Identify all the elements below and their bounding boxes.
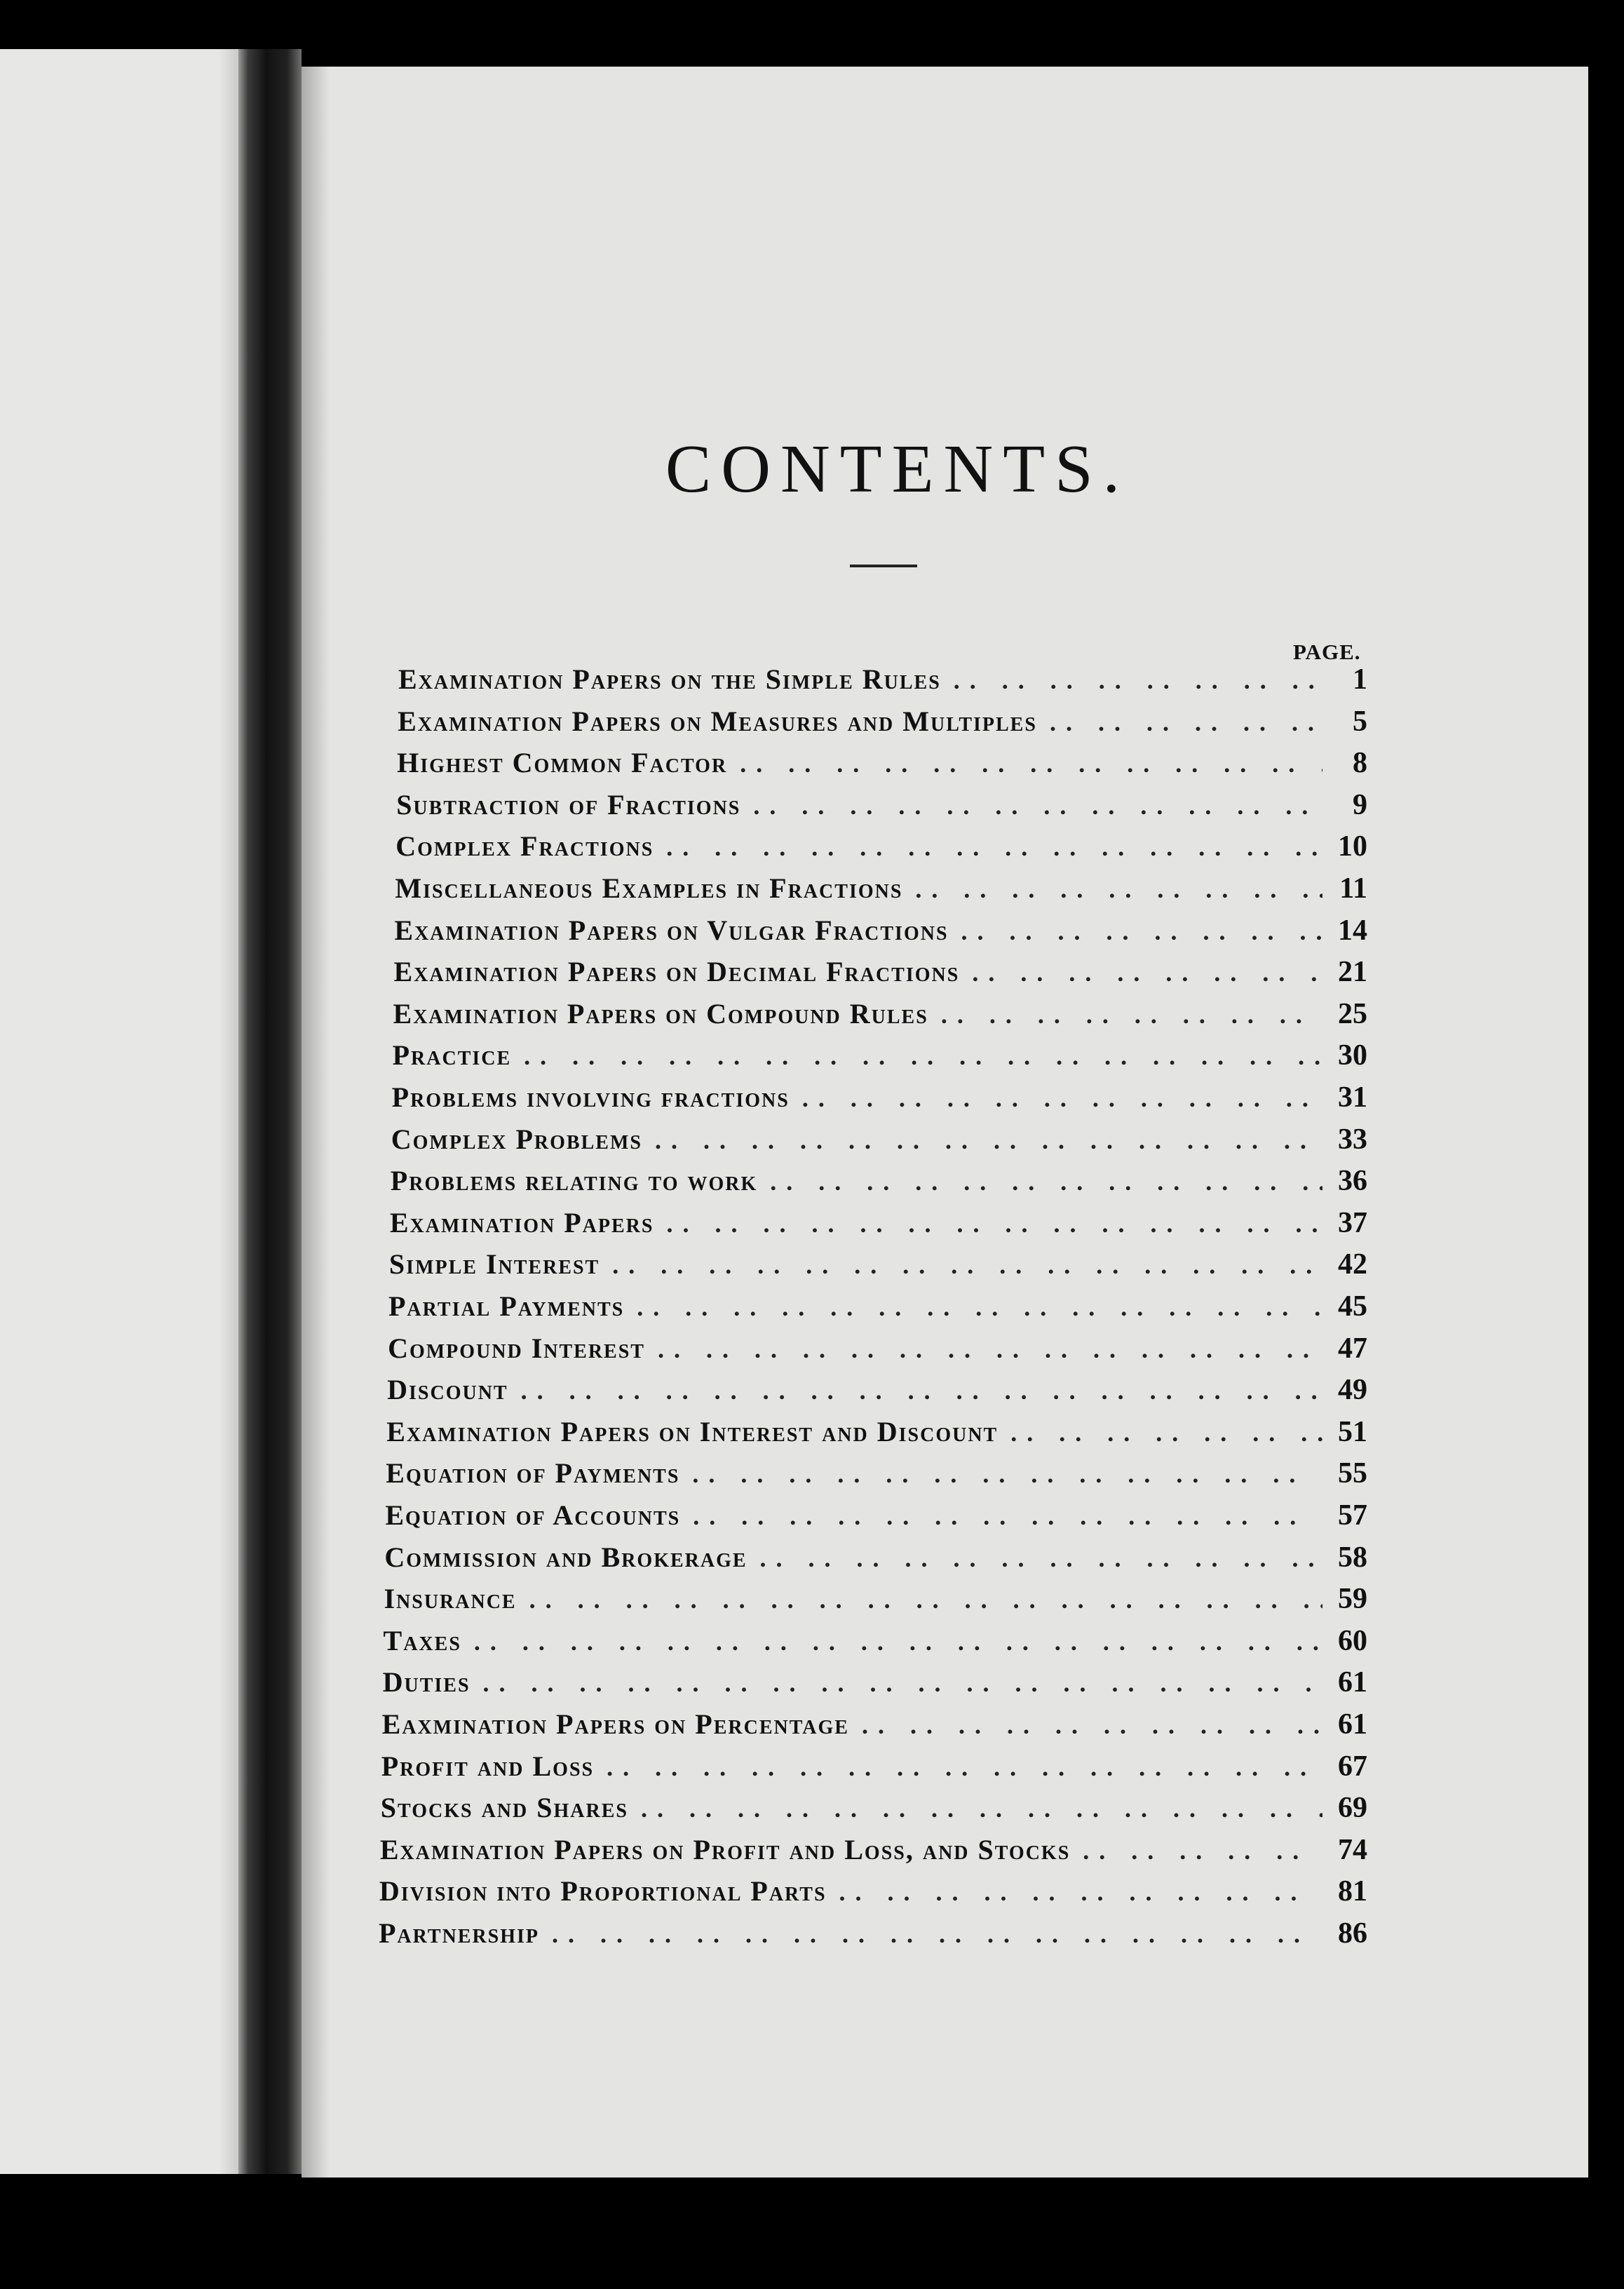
toc-entry-label: Commission and Brokerage	[384, 1541, 747, 1573]
toc-entry-page-number: 74	[1337, 1833, 1367, 1866]
toc-entry-label: Examination Papers on Interest and Discount	[386, 1415, 999, 1447]
toc-entry-page-number: 86	[1338, 1917, 1367, 1950]
toc-entry	[388, 1332, 1367, 1367]
toc-entry	[381, 1791, 1367, 1826]
toc-entry-page-number: 69	[1337, 1792, 1367, 1825]
toc-entry-label: Examination Papers	[389, 1206, 654, 1238]
toc-entry-label: Equation of Payments	[386, 1457, 680, 1490]
toc-entry	[379, 1917, 1367, 1952]
dot-leader	[628, 1794, 1322, 1823]
dot-leader	[727, 749, 1322, 778]
toc-entry	[384, 1541, 1367, 1576]
toc-entry	[383, 1666, 1367, 1701]
dot-leader	[642, 1126, 1322, 1155]
toc-entry-page-number: 37	[1337, 1206, 1367, 1239]
dot-leader	[679, 1459, 1322, 1489]
dot-leader	[1070, 1836, 1322, 1865]
toc-entry-label: Profit and Loss	[381, 1750, 595, 1782]
toc-entry-label: Insurance	[384, 1583, 517, 1615]
toc-entry-page-number: 21	[1337, 956, 1367, 989]
dot-leader	[624, 1292, 1322, 1322]
toc-entry-label: Equation of Accounts	[385, 1499, 681, 1531]
dot-leader	[757, 1167, 1322, 1196]
toc-entry-page-number: 1	[1353, 663, 1367, 696]
toc-entry-label: Division into Proportional Parts	[379, 1875, 827, 1908]
dot-leader	[539, 1919, 1322, 1949]
toc-entry	[388, 1290, 1367, 1325]
toc-entry	[389, 1248, 1367, 1283]
dot-leader	[594, 1753, 1322, 1782]
toc-entry-label: Eaxmination Papers on Percentage	[381, 1708, 849, 1740]
dot-leader	[1037, 708, 1322, 737]
toc-entry-label: Discount	[387, 1374, 508, 1406]
toc-entry	[387, 1373, 1367, 1408]
toc-entry-label: Problems relating to work	[390, 1165, 758, 1197]
page-column-heading: PAGE.	[1293, 640, 1361, 664]
dot-leader	[600, 1250, 1322, 1280]
toc-entry-page-number: 30	[1337, 1039, 1367, 1072]
toc-entry-page-number: 57	[1337, 1499, 1367, 1532]
dot-leader	[827, 1877, 1322, 1907]
toc-entry-page-number: 36	[1337, 1165, 1367, 1198]
page-title: CONTENTS.	[665, 431, 1130, 507]
toc-entry-label: Examination Papers on Measures and Multiples	[398, 705, 1037, 737]
toc-entry-label: Simple Interest	[388, 1248, 600, 1281]
toc-entry-page-number: 9	[1352, 788, 1367, 821]
toc-entry-page-number: 5	[1352, 705, 1367, 738]
dot-leader	[680, 1501, 1322, 1531]
toc-entry	[397, 746, 1367, 781]
toc-entry	[395, 872, 1367, 907]
toc-entry-label: Examination Papers on Profit and Loss, and Stocks	[379, 1833, 1071, 1865]
toc-entry-label: Stocks and Shares	[380, 1792, 628, 1824]
toc-entry-label: Partial Payments	[388, 1290, 625, 1322]
toc-entry-page-number: 14	[1337, 914, 1367, 947]
toc-entry-page-number: 61	[1337, 1666, 1367, 1699]
toc-entry	[386, 1415, 1367, 1450]
toc-entry-label: Highest Common Factor	[397, 747, 728, 779]
toc-entry-label: Complex Problems	[391, 1123, 642, 1155]
toc-entry	[395, 830, 1367, 865]
toc-entry	[394, 914, 1367, 949]
toc-entry-page-number: 51	[1337, 1415, 1367, 1448]
toc-entry	[379, 1875, 1367, 1910]
toc-entry-page-number: 11	[1339, 872, 1367, 905]
toc-entry-page-number: 59	[1337, 1583, 1367, 1616]
toc-entry-page-number: 42	[1337, 1248, 1367, 1281]
toc-entry-label: Partnership	[379, 1917, 540, 1949]
dot-leader	[747, 1544, 1322, 1573]
toc-entry-label: Examination Papers on Decimal Fractions	[393, 956, 960, 988]
toc-entry	[380, 1833, 1367, 1868]
toc-entry-label: Problems involving fractions	[391, 1081, 790, 1113]
toc-entry-page-number: 45	[1338, 1290, 1367, 1323]
toc-entry-page-number: 10	[1337, 830, 1367, 863]
toc-entry	[391, 1123, 1367, 1158]
toc-entry	[384, 1624, 1367, 1659]
dot-leader	[902, 875, 1322, 904]
toc-entry-label: Complex Fractions	[395, 830, 654, 863]
dot-leader	[790, 1083, 1322, 1113]
dot-leader	[511, 1041, 1322, 1071]
toc-entry	[390, 1206, 1367, 1241]
toc-entry	[386, 1457, 1367, 1492]
toc-entry	[398, 705, 1367, 740]
toc-entry-label: Subtraction of Fractions	[396, 788, 741, 821]
dot-leader	[849, 1710, 1322, 1740]
toc-entry-page-number: 67	[1337, 1750, 1367, 1783]
dot-leader	[654, 832, 1322, 862]
toc-entry-page-number: 60	[1337, 1624, 1367, 1657]
toc-entry-page-number: 33	[1337, 1123, 1367, 1156]
dot-leader	[941, 666, 1322, 695]
toc-entry-label: Compound Interest	[388, 1332, 645, 1364]
toc-entry	[392, 1081, 1367, 1116]
dot-leader	[645, 1335, 1322, 1364]
toc-entry	[393, 955, 1367, 990]
dot-leader	[949, 917, 1322, 946]
toc-entry-page-number: 81	[1337, 1875, 1367, 1908]
toc-entry-page-number: 58	[1337, 1541, 1367, 1574]
toc-entry-label: Duties	[382, 1666, 471, 1699]
toc-entry-page-number: 31	[1337, 1081, 1367, 1114]
toc-entry-page-number: 61	[1337, 1708, 1367, 1741]
toc-entry	[398, 663, 1367, 698]
toc-entry-label: Examination Papers on Vulgar Fractions	[394, 914, 949, 946]
dot-leader	[517, 1585, 1322, 1614]
dot-leader	[959, 958, 1322, 987]
toc-entry-page-number: 8	[1352, 747, 1367, 780]
toc-entry	[393, 1039, 1367, 1074]
dot-leader	[654, 1209, 1322, 1238]
toc-entry	[391, 1164, 1367, 1199]
dot-leader	[471, 1668, 1322, 1698]
dot-leader	[508, 1376, 1322, 1405]
dot-leader	[461, 1627, 1322, 1656]
toc-entry-label: Examination Papers on the Simple Rules	[398, 663, 941, 695]
toc-entry	[393, 997, 1367, 1032]
toc-entry	[381, 1750, 1367, 1785]
toc-entry-page-number: 55	[1337, 1457, 1367, 1490]
toc-entry	[382, 1708, 1367, 1743]
toc-entry-page-number: 49	[1337, 1374, 1367, 1407]
dot-leader	[928, 1000, 1322, 1029]
toc-entry-label: Examination Papers on Compound Rules	[393, 997, 928, 1029]
toc-entry-label: Taxes	[383, 1624, 461, 1656]
toc-entry-page-number: 47	[1337, 1332, 1367, 1365]
toc-entry-label: Practice	[392, 1039, 512, 1072]
toc-entry	[385, 1499, 1367, 1534]
toc-entry-label: Miscellaneous Examples in Fractions	[395, 872, 903, 904]
dot-leader	[740, 791, 1322, 821]
toc-entry-page-number: 25	[1337, 997, 1367, 1030]
toc-entry	[384, 1582, 1367, 1617]
dot-leader	[998, 1418, 1322, 1447]
toc-entry	[396, 788, 1367, 823]
